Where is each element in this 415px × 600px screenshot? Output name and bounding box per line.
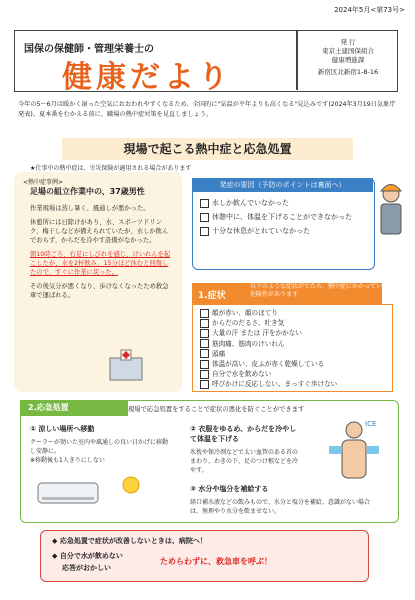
ambulance-call: ためらわずに、救急車を呼ぶ！: [160, 557, 272, 566]
issue-label: 2024年5月<第73号>: [334, 6, 405, 14]
symptom-item: 呼びかけに反応しない、まっすぐ歩けない: [200, 379, 337, 389]
insurance-note: ★仕事中の熱中症は、労災保険が適用される場合があります: [30, 165, 192, 172]
cause-item: 休憩中に、体温を下げることができなかった: [200, 212, 370, 222]
step-body: 経口補水液などの飲みもので、水分と塩分を補給。意識がない場合は、無理やり水分を飲ませない。: [190, 499, 370, 515]
check-icon: [200, 213, 209, 222]
ice-pack-icon: [367, 446, 379, 454]
case-paragraph: 休憩所には日除けがあり、水、スポーツドリンク、梅干しなどが備えられていたが、水しか飲んでおらず、からだを冷やす設備がなかった。: [30, 219, 169, 244]
case-paragraph: その後気分が悪くなり、歩けなくなったため救急車で運ばれる。: [30, 283, 169, 299]
intro-paragraph: 今年の5～6月は暖かく湿った空気におおわれやすくなるため、全国的に"気温が平年よりも高くなる"見込みです(2024年3月19日気象庁発表)。夏本番をむかえる前に、職場の熱中症対策を見直しましょう。: [18, 101, 396, 118]
symptoms-lead: 以下のような症状がでたら、熱中症にかかっている危険性があります: [250, 283, 389, 298]
symptom-item: からだのだるさ、吐き気: [200, 318, 337, 328]
symptoms-list: [200, 308, 337, 390]
checkbox-icon: [200, 319, 209, 328]
section-title: 現場で起こる熱中症と応急処置: [62, 138, 353, 160]
symptom-item: 頭痛: [200, 349, 337, 359]
causes-title: 発症の要因（予防のポイントは裏面へ）: [192, 178, 373, 192]
case-title: 足場の組立作業中の、37歳男性: [30, 187, 145, 196]
hospital-advice: ◆ 応急処置で症状が改善しないときは、病院へ！: [52, 537, 207, 545]
first-aid-step-3: [190, 484, 370, 516]
publisher-label: 発 行: [340, 38, 356, 46]
cause-item: 水しか飲んでいなかった: [200, 198, 370, 208]
emergency-condition: ◆ 自分で水が飲めない: [52, 552, 123, 560]
check-icon: [200, 227, 209, 236]
cause-item: 十分な休息がとれていなかった: [200, 226, 370, 236]
case-label: <熱中症事例>: [23, 179, 64, 186]
ice-pack-icon: [329, 446, 341, 454]
causes-list: [200, 198, 370, 236]
first-aid-lead: 現場で応急処置をすることで症状の悪化を防ぐことができます: [128, 406, 305, 413]
step-title: ② 衣服をゆるめ、からだを冷やして体温を下げる: [190, 425, 297, 443]
step-body: クーラーが効いた室内や風通しの良い日かげに移動し安静に。: [30, 439, 169, 455]
case-paragraph: 朝10時ごろ、右足にしびれを感じ、けいれんを起こしたが、水を2杯飲み、15分ほど休むと回復したので、すぐに作業に戻った。: [30, 251, 171, 276]
checkbox-icon: [200, 360, 209, 369]
publisher-dept: 健康増進課: [331, 56, 365, 64]
ice-label: ICE: [365, 420, 377, 428]
publisher-block: [300, 38, 396, 77]
case-body: [30, 204, 172, 300]
first-aid-step-2: [190, 424, 300, 475]
air-conditioner-icon: [36, 473, 146, 513]
publisher-address: 新宿区北新宿1-8-16: [317, 68, 379, 76]
publisher-name: 東京土建国保組合: [322, 47, 374, 55]
checkbox-icon: [200, 329, 209, 338]
masthead-subtitle: 国保の保健師・管理栄養士の: [24, 44, 154, 55]
symptoms-number: 1.症状: [198, 291, 226, 301]
checkbox-icon: [200, 339, 209, 348]
masthead-title: 健康だより: [62, 60, 232, 95]
masthead-divider: [296, 30, 298, 90]
hospital-icon: [104, 348, 148, 382]
symptom-item: 顔が赤い、顔のほてり: [200, 308, 337, 318]
symptom-item: 筋肉痛、筋肉のけいれん: [200, 339, 337, 349]
symptom-item: 体温が高い、皮ふが赤く乾燥している: [200, 359, 337, 369]
first-aid-step-1: [30, 424, 170, 465]
check-icon: [200, 199, 209, 208]
case-paragraph: 作業現場は蒸し暑く、風通しが悪かった。: [30, 205, 150, 212]
step-note: ※移動後も1人きりにしない: [30, 457, 105, 464]
checkbox-icon: [200, 309, 209, 318]
step-title: ① 涼しい場所へ移動: [30, 425, 95, 433]
first-aid-title: 2.応急処置: [20, 400, 128, 416]
checkbox-icon: [200, 349, 209, 358]
symptom-item: 自分で水を飲めない: [200, 369, 337, 379]
step-body: 氷枕や保冷剤などで太い血管のある首のまわり、わきの下、足のつけ根などを冷やす。: [190, 449, 299, 474]
checkbox-icon: [200, 380, 209, 389]
checkbox-icon: [200, 370, 209, 379]
cooling-person-illustration: [325, 418, 383, 484]
symptom-item: 大量の汗 または 汗をかかない: [200, 328, 337, 338]
step-title: ③ 水分や塩分を補給する: [190, 485, 269, 493]
emergency-condition: 応答がおかしい: [62, 564, 111, 572]
worker-illustration: [375, 180, 407, 250]
